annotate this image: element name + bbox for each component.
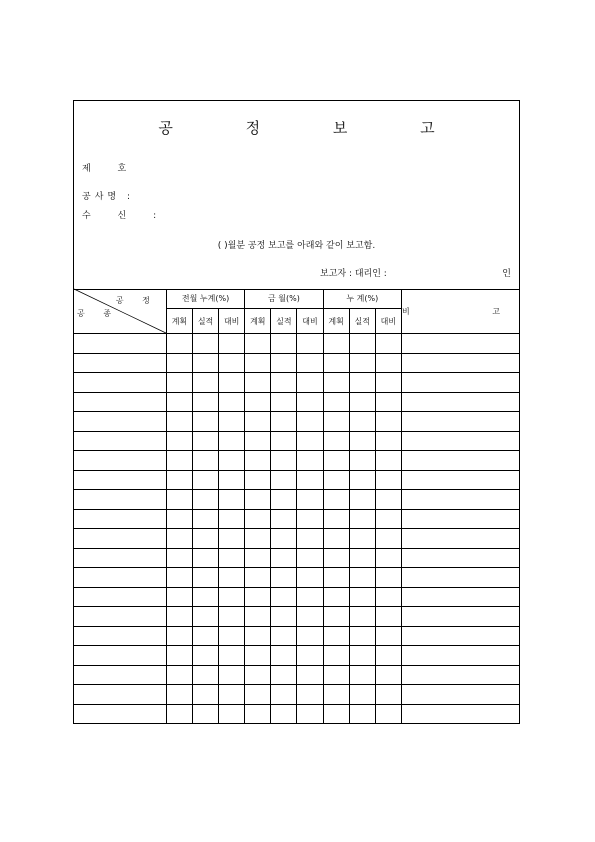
table-cell[interactable] — [271, 334, 297, 354]
table-cell[interactable] — [219, 548, 245, 568]
table-cell[interactable] — [271, 568, 297, 588]
table-cell[interactable] — [401, 353, 520, 373]
table-cell[interactable] — [219, 451, 245, 471]
table-cell[interactable] — [193, 646, 219, 666]
table-cell[interactable] — [271, 353, 297, 373]
table-cell[interactable] — [219, 665, 245, 685]
table-cell[interactable] — [349, 704, 375, 724]
table-cell[interactable] — [219, 685, 245, 705]
table-cell[interactable] — [297, 470, 323, 490]
table-cell[interactable] — [297, 665, 323, 685]
table-cell[interactable] — [74, 704, 166, 724]
table-cell[interactable] — [245, 412, 271, 432]
table-cell[interactable] — [401, 646, 520, 666]
table-cell[interactable] — [401, 665, 520, 685]
table-cell[interactable] — [193, 334, 219, 354]
sub-header-cumulative-ratio: 대비 — [375, 309, 401, 334]
table-cell[interactable] — [323, 704, 349, 724]
table-cell[interactable] — [193, 470, 219, 490]
table-cell[interactable] — [349, 412, 375, 432]
subject-field: 제 호 — [82, 164, 139, 174]
table-cell[interactable] — [401, 704, 520, 724]
table-row — [74, 431, 520, 451]
table-row — [74, 548, 520, 568]
table-cell[interactable] — [375, 470, 401, 490]
table-cell[interactable] — [271, 392, 297, 412]
table-cell[interactable] — [166, 704, 192, 724]
table-row — [74, 568, 520, 588]
table-cell[interactable] — [193, 412, 219, 432]
table-cell[interactable] — [193, 626, 219, 646]
table-cell[interactable] — [219, 509, 245, 529]
table-cell[interactable] — [401, 626, 520, 646]
table-row — [74, 607, 520, 627]
table-cell[interactable] — [297, 607, 323, 627]
table-cell[interactable] — [401, 451, 520, 471]
table-cell[interactable] — [271, 548, 297, 568]
table-cell[interactable] — [166, 607, 192, 627]
table-cell[interactable] — [323, 665, 349, 685]
table-cell[interactable] — [297, 373, 323, 393]
table-cell[interactable] — [245, 529, 271, 549]
table-row — [74, 685, 520, 705]
recipient-field: 수 신 : — [82, 211, 169, 221]
corner-label-process: 공 정 — [115, 296, 158, 305]
table-cell[interactable] — [297, 490, 323, 510]
table-cell[interactable] — [271, 412, 297, 432]
table-row — [74, 490, 520, 510]
table-cell[interactable] — [375, 665, 401, 685]
table-cell[interactable] — [245, 490, 271, 510]
table-cell[interactable] — [297, 451, 323, 471]
table-cell[interactable] — [401, 431, 520, 451]
table-cell[interactable] — [245, 626, 271, 646]
table-row — [74, 626, 520, 646]
table-cell[interactable] — [375, 373, 401, 393]
table-cell[interactable] — [349, 548, 375, 568]
table-cell[interactable] — [349, 334, 375, 354]
table-cell[interactable] — [297, 704, 323, 724]
table-cell[interactable] — [323, 626, 349, 646]
table-cell[interactable] — [245, 685, 271, 705]
process-report-form — [73, 100, 540, 724]
table-cell[interactable] — [219, 529, 245, 549]
table-cell[interactable] — [193, 665, 219, 685]
table-cell[interactable] — [323, 587, 349, 607]
sub-header-cumulative-actual: 실적 — [349, 309, 375, 334]
table-cell[interactable] — [375, 451, 401, 471]
table-cell[interactable] — [271, 626, 297, 646]
table-cell[interactable] — [74, 607, 166, 627]
reporter-field: 보고자 : 대리인 : — [320, 269, 387, 279]
table-cell[interactable] — [74, 431, 166, 451]
table-cell[interactable] — [219, 334, 245, 354]
table-cell[interactable] — [245, 509, 271, 529]
table-cell[interactable] — [375, 529, 401, 549]
table-cell[interactable] — [219, 704, 245, 724]
sub-header-this-month-actual: 실적 — [271, 309, 297, 334]
table-cell[interactable] — [219, 392, 245, 412]
table-cell[interactable] — [245, 353, 271, 373]
table-cell[interactable] — [323, 353, 349, 373]
table-cell[interactable] — [401, 607, 520, 627]
table-cell[interactable] — [245, 704, 271, 724]
table-cell[interactable] — [74, 548, 166, 568]
table-cell[interactable] — [401, 412, 520, 432]
table-cell[interactable] — [166, 509, 192, 529]
table-cell[interactable] — [74, 685, 166, 705]
table-cell[interactable] — [271, 373, 297, 393]
table-cell[interactable] — [245, 665, 271, 685]
table-cell[interactable] — [297, 685, 323, 705]
table-cell[interactable] — [245, 392, 271, 412]
table-cell[interactable] — [349, 626, 375, 646]
table-row — [74, 587, 520, 607]
table-cell[interactable] — [193, 392, 219, 412]
table-cell[interactable] — [166, 353, 192, 373]
table-cell[interactable] — [219, 412, 245, 432]
table-cell[interactable] — [375, 646, 401, 666]
sub-header-cumulative-plan: 계획 — [323, 309, 349, 334]
table-cell[interactable] — [297, 509, 323, 529]
table-cell[interactable] — [297, 646, 323, 666]
table-row — [74, 704, 520, 724]
table-cell[interactable] — [219, 607, 245, 627]
table-cell[interactable] — [375, 568, 401, 588]
table-cell[interactable] — [323, 373, 349, 393]
progress-table — [74, 289, 540, 724]
table-cell[interactable] — [375, 685, 401, 705]
table-cell[interactable] — [323, 548, 349, 568]
table-cell[interactable] — [245, 607, 271, 627]
table-cell[interactable] — [245, 646, 271, 666]
table-cell[interactable] — [74, 490, 166, 510]
table-cell[interactable] — [271, 704, 297, 724]
table-cell[interactable] — [74, 587, 166, 607]
table-cell[interactable] — [193, 373, 219, 393]
table-row — [74, 470, 520, 490]
table-cell[interactable] — [193, 587, 219, 607]
table-cell[interactable] — [166, 626, 192, 646]
group-header-prev-cumulative: 전월 누계(%) — [166, 289, 244, 309]
table-cell[interactable] — [349, 587, 375, 607]
table-cell[interactable] — [271, 685, 297, 705]
table-row — [74, 353, 520, 373]
table-cell[interactable] — [193, 607, 219, 627]
table-cell[interactable] — [349, 509, 375, 529]
table-cell[interactable] — [193, 548, 219, 568]
table-cell[interactable] — [74, 470, 166, 490]
table-row — [74, 665, 520, 685]
table-cell[interactable] — [297, 392, 323, 412]
diagonal-header-cell — [74, 289, 166, 334]
table-cell[interactable] — [401, 490, 520, 510]
project-name-field: 공사명 : — [82, 192, 134, 202]
sub-header-prev-cumulative-plan: 계획 — [166, 309, 192, 334]
table-cell[interactable] — [323, 412, 349, 432]
table-row — [74, 451, 520, 471]
table-cell[interactable] — [271, 665, 297, 685]
table-row — [74, 373, 520, 393]
table-cell[interactable] — [245, 568, 271, 588]
table-cell[interactable] — [297, 353, 323, 373]
table-cell[interactable] — [271, 431, 297, 451]
table-cell[interactable] — [193, 451, 219, 471]
table-cell[interactable] — [375, 548, 401, 568]
table-cell[interactable] — [375, 353, 401, 373]
table-cell[interactable] — [375, 704, 401, 724]
table-cell[interactable] — [375, 587, 401, 607]
table-cell[interactable] — [166, 685, 192, 705]
table-cell[interactable] — [166, 646, 192, 666]
table-cell[interactable] — [297, 587, 323, 607]
table-cell[interactable] — [166, 451, 192, 471]
table-cell[interactable] — [219, 490, 245, 510]
table-cell[interactable] — [166, 548, 192, 568]
table-row — [74, 334, 520, 354]
table-cell[interactable] — [349, 529, 375, 549]
table-cell[interactable] — [74, 334, 166, 354]
table-cell[interactable] — [401, 334, 520, 354]
table-cell[interactable] — [401, 470, 520, 490]
table-cell[interactable] — [166, 470, 192, 490]
table-cell[interactable] — [323, 607, 349, 627]
table-cell[interactable] — [323, 490, 349, 510]
table-cell[interactable] — [166, 529, 192, 549]
table-cell[interactable] — [323, 470, 349, 490]
sub-header-prev-cumulative-actual: 실적 — [193, 309, 219, 334]
table-cell[interactable] — [166, 412, 192, 432]
table-row — [74, 509, 520, 529]
remarks-header: 비 고 — [401, 289, 520, 334]
table-cell[interactable] — [297, 412, 323, 432]
table-cell[interactable] — [193, 431, 219, 451]
table-cell[interactable] — [401, 392, 520, 412]
table-cell[interactable] — [375, 490, 401, 510]
table-cell[interactable] — [297, 431, 323, 451]
table-cell[interactable] — [74, 412, 166, 432]
table-cell[interactable] — [245, 548, 271, 568]
table-cell[interactable] — [401, 568, 520, 588]
table-cell[interactable] — [219, 568, 245, 588]
table-cell[interactable] — [401, 373, 520, 393]
table-cell[interactable] — [193, 353, 219, 373]
table-cell[interactable] — [271, 607, 297, 627]
table-cell[interactable] — [401, 509, 520, 529]
table-cell[interactable] — [166, 568, 192, 588]
table-cell[interactable] — [323, 529, 349, 549]
table-cell[interactable] — [401, 685, 520, 705]
table-cell[interactable] — [271, 509, 297, 529]
table-cell[interactable] — [323, 451, 349, 471]
table-cell[interactable] — [349, 451, 375, 471]
table-cell[interactable] — [375, 392, 401, 412]
table-cell[interactable] — [375, 334, 401, 354]
table-cell[interactable] — [323, 646, 349, 666]
table-cell[interactable] — [401, 529, 520, 549]
table-cell[interactable] — [375, 626, 401, 646]
corner-label-work-type: 공 종 — [77, 309, 119, 318]
sub-header-this-month-plan: 계획 — [245, 309, 271, 334]
table-cell[interactable] — [401, 548, 520, 568]
form-title: 공 정 보 고 — [158, 119, 469, 137]
table-cell[interactable] — [323, 392, 349, 412]
table-cell[interactable] — [349, 353, 375, 373]
table-cell[interactable] — [74, 451, 166, 471]
table-cell[interactable] — [323, 568, 349, 588]
table-cell[interactable] — [193, 529, 219, 549]
report-statement: ( )월분 공정 보고를 아래와 같이 보고함. — [217, 241, 376, 251]
table-cell[interactable] — [193, 490, 219, 510]
table-cell[interactable] — [271, 529, 297, 549]
table-row — [74, 529, 520, 549]
table-cell[interactable] — [349, 568, 375, 588]
table-cell[interactable] — [245, 334, 271, 354]
table-cell[interactable] — [166, 587, 192, 607]
table-cell[interactable] — [245, 431, 271, 451]
table-cell[interactable] — [271, 490, 297, 510]
seal-mark: 인 — [502, 269, 511, 279]
table-cell[interactable] — [193, 568, 219, 588]
sub-header-prev-cumulative-ratio: 대비 — [219, 309, 245, 334]
table-cell[interactable] — [349, 490, 375, 510]
table-row — [74, 412, 520, 432]
table-cell[interactable] — [349, 373, 375, 393]
table-cell[interactable] — [349, 607, 375, 627]
sub-header-this-month-ratio: 대비 — [297, 309, 323, 334]
group-header-this-month: 금 월(%) — [245, 289, 323, 309]
table-cell[interactable] — [193, 685, 219, 705]
table-cell[interactable] — [166, 665, 192, 685]
table-row — [74, 392, 520, 412]
table-cell[interactable] — [401, 587, 520, 607]
table-cell[interactable] — [219, 626, 245, 646]
table-cell[interactable] — [74, 626, 166, 646]
table-cell[interactable] — [271, 470, 297, 490]
table-cell[interactable] — [74, 568, 166, 588]
table-cell[interactable] — [74, 646, 166, 666]
table-cell[interactable] — [349, 646, 375, 666]
table-cell[interactable] — [219, 373, 245, 393]
table-cell[interactable] — [349, 470, 375, 490]
table-cell[interactable] — [74, 529, 166, 549]
table-cell[interactable] — [271, 587, 297, 607]
table-cell[interactable] — [245, 373, 271, 393]
group-header-cumulative: 누 계(%) — [323, 289, 401, 309]
table-cell[interactable] — [193, 509, 219, 529]
table-cell[interactable] — [271, 451, 297, 471]
table-row — [74, 646, 520, 666]
table-cell[interactable] — [193, 704, 219, 724]
table-cell[interactable] — [166, 431, 192, 451]
form-header — [74, 101, 519, 290]
table-cell[interactable] — [74, 665, 166, 685]
table-cell[interactable] — [349, 431, 375, 451]
table-cell[interactable] — [297, 568, 323, 588]
table-cell[interactable] — [74, 373, 166, 393]
table-cell[interactable] — [323, 431, 349, 451]
table-cell[interactable] — [166, 373, 192, 393]
table-cell[interactable] — [74, 353, 166, 373]
table-cell[interactable] — [245, 470, 271, 490]
table-cell[interactable] — [297, 626, 323, 646]
table-cell[interactable] — [349, 392, 375, 412]
table-cell[interactable] — [74, 509, 166, 529]
table-cell[interactable] — [375, 607, 401, 627]
table-cell[interactable] — [271, 646, 297, 666]
table-cell[interactable] — [349, 685, 375, 705]
table-cell[interactable] — [219, 470, 245, 490]
table-cell[interactable] — [323, 509, 349, 529]
table-cell[interactable] — [166, 392, 192, 412]
table-cell[interactable] — [245, 451, 271, 471]
table-cell[interactable] — [375, 412, 401, 432]
table-cell[interactable] — [219, 646, 245, 666]
table-cell[interactable] — [349, 665, 375, 685]
table-cell[interactable] — [323, 334, 349, 354]
table-cell[interactable] — [297, 548, 323, 568]
table-cell[interactable] — [219, 431, 245, 451]
table-cell[interactable] — [166, 334, 192, 354]
table-cell[interactable] — [74, 392, 166, 412]
table-cell[interactable] — [323, 685, 349, 705]
table-cell[interactable] — [375, 509, 401, 529]
table-cell[interactable] — [166, 490, 192, 510]
table-cell[interactable] — [219, 587, 245, 607]
table-cell[interactable] — [219, 353, 245, 373]
table-cell[interactable] — [245, 587, 271, 607]
table-cell[interactable] — [375, 431, 401, 451]
table-cell[interactable] — [297, 334, 323, 354]
table-cell[interactable] — [297, 529, 323, 549]
